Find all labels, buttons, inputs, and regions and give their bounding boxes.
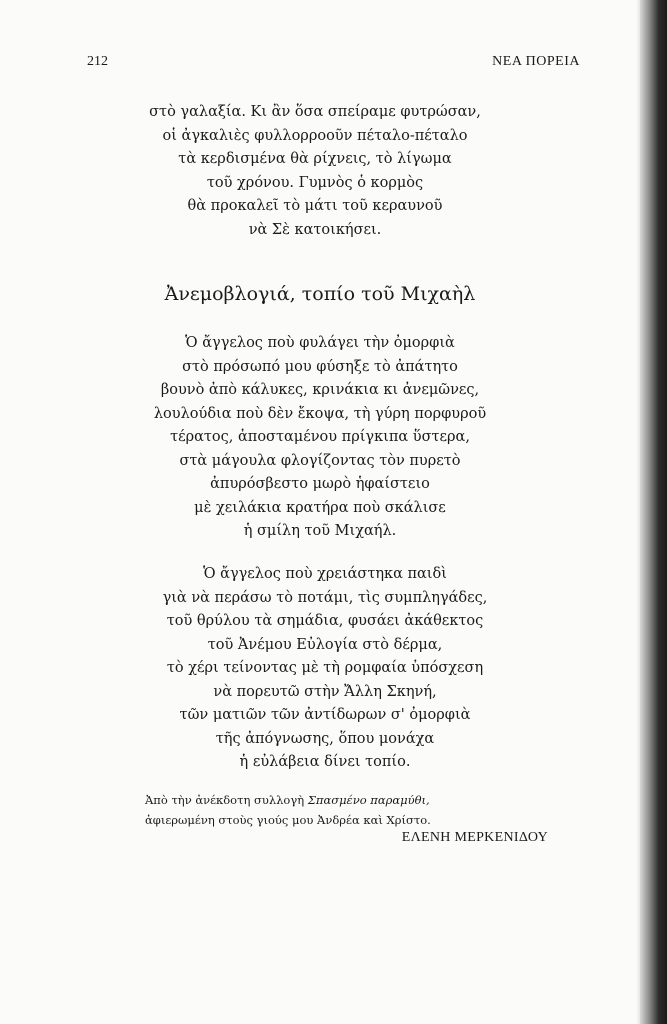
verse-line: μὲ χειλάκια κρατήρα ποὺ σκάλισε	[194, 499, 446, 516]
poem-title: Ἀνεμοβλογιά, τοπίο τοῦ Μιχαὴλ	[164, 283, 476, 305]
verse-line: ἀπυρόσβεστο μωρὸ ἡφαίστειο	[210, 476, 430, 492]
binding-shadow	[640, 0, 667, 1024]
verse-line: νὰ πορευτῶ στὴν Ἄλλη Σκηνή,	[213, 683, 437, 700]
verse-line: γιὰ νὰ περάσω τὸ ποτάμι, τὶς συμπληγάδες,	[162, 589, 488, 606]
poem-continuation	[0, 101, 635, 242]
collection-title: Σπασμένο παραμύθι,	[307, 793, 430, 807]
verse-line: οἱ ἀγκαλιὲς φυλλορροοῦν πέταλο-πέταλο	[162, 127, 468, 144]
verse-line: τέρατος, ἀποσταμένου πρίγκιπα ὕστερα,	[170, 429, 470, 445]
verse-line: στὸ πρόσωπό μου φύσηξε τὸ ἀπάτητο	[182, 358, 458, 375]
verse-line: στὰ μάγουλα φλογίζοντας τὸν πυρετὸ	[179, 452, 461, 469]
source-note-prefix: Ἀπὸ τὴν ἀνέκδοτη συλλογὴ	[145, 793, 308, 807]
verse-line: τὰ κερδισμένα θὰ ρίχνεις, τὸ λίγωμα	[178, 151, 452, 167]
source-note-line	[145, 790, 431, 810]
verse-line: τοῦ θρύλου τὰ σημάδια, φυσάει ἀκάθεκτος	[166, 613, 484, 629]
verse-line: βουνὸ ἀπὸ κάλυκες, κρινάκια κι ἀνεμῶνες,	[160, 382, 480, 398]
verse-line: θὰ προκαλεῖ τὸ μάτι τοῦ κεραυνοῦ	[187, 198, 443, 214]
verse-line: τὸ χέρι τείνοντας μὲ τὴ ρομφαία ὑπόσχεση	[166, 660, 484, 676]
verse-line: στὸ γαλαξία. Κι ἂν ὅσα σπείραμε φυτρώσαν,	[149, 104, 481, 120]
verse-line: νὰ Σὲ κατοικήσει.	[248, 221, 382, 238]
verse-line: ἡ εὐλάβεια δίνει τοπίο.	[239, 754, 411, 770]
verse-line: τῶν ματιῶν τῶν ἀντίδωρων σ' ὀμορφιὰ	[179, 707, 471, 723]
poem-stanza-2	[5, 563, 645, 775]
verse-line: τοῦ χρόνου. Γυμνὸς ὁ κορμὸς	[206, 174, 424, 191]
verse-line: λουλούδια ποὺ δὲν ἔκοψα, τὴ γύρη πορφυροῦ	[153, 405, 487, 422]
page-number: 212	[87, 54, 108, 69]
verse-line: τοῦ Ἀνέμου Εὐλογία στὸ δέρμα,	[207, 636, 443, 653]
verse-line: τῆς ἀπόγνωσης, ὅπου μονάχα	[215, 730, 435, 747]
verse-line: ἡ σμίλη τοῦ Μιχαήλ.	[243, 523, 397, 539]
verse-line: Ὁ ἄγγελος ποὺ φυλάγει τὴν ὀμορφιὰ	[185, 335, 455, 351]
page-header	[0, 54, 640, 74]
running-title: ΝΕΑ ΠΟΡΕΙΑ	[492, 54, 580, 69]
source-note	[145, 790, 431, 830]
poem-stanza-1	[0, 332, 640, 544]
dedication: ἀφιερωμένη στοὺς γιούς μου Ἀνδρέα καὶ Χρίστο.	[145, 813, 431, 827]
verse-line: Ὁ ἄγγελος ποὺ χρειάστηκα παιδὶ	[203, 566, 447, 582]
author-signature: ΕΛΕΝΗ ΜΕΡΚΕΝΙΔΟΥ	[401, 830, 548, 845]
